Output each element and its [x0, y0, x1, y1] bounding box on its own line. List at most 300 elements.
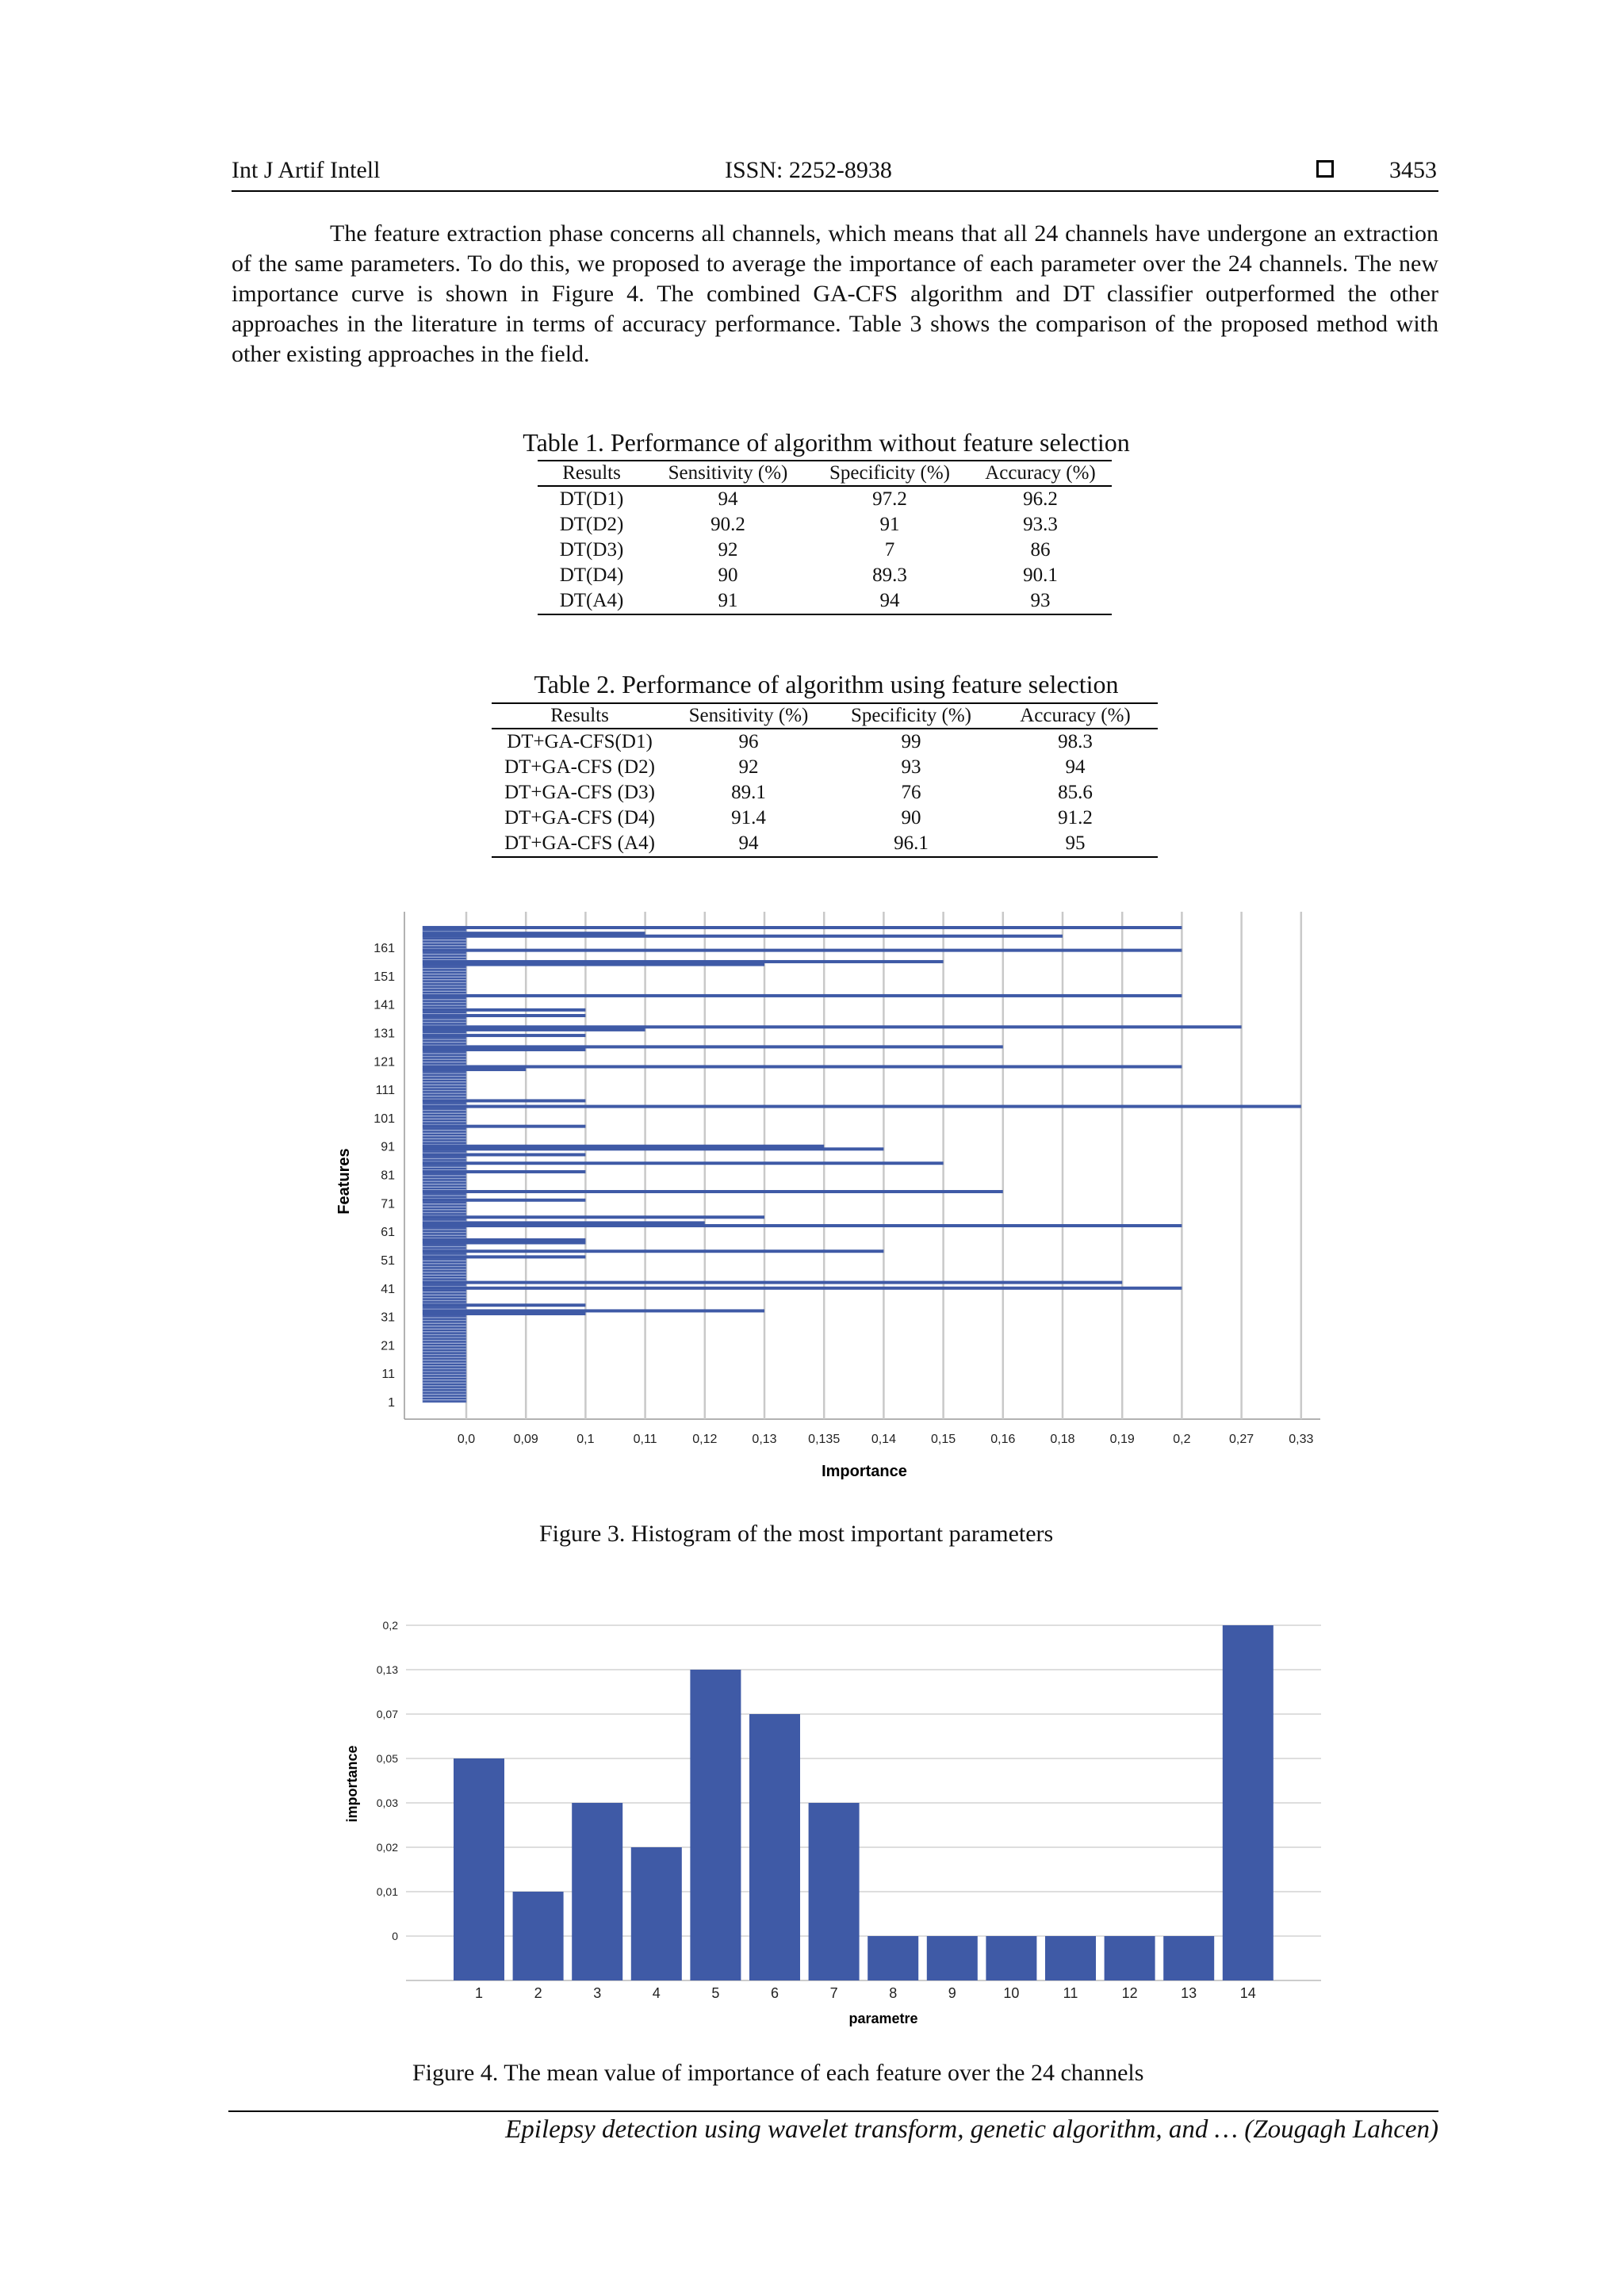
fig3-bar-base: [423, 1037, 466, 1039]
fig3-bar-base: [423, 1179, 466, 1181]
fig3-bar-base: [423, 1326, 466, 1329]
table2-header-cell: Results: [492, 703, 668, 729]
fig3-bar-base: [423, 1131, 466, 1133]
table2-cell: 98.3: [1058, 731, 1093, 752]
table1-cell: 92: [718, 539, 738, 561]
fig3-bar: [423, 1249, 883, 1253]
fig3-bar-base: [423, 1150, 466, 1153]
fig3-bar-base: [423, 1091, 466, 1093]
table2-header-cell: Accuracy (%): [993, 703, 1158, 729]
fig3-bar-base: [423, 989, 466, 991]
fig3-bar-base: [423, 938, 466, 940]
fig3-bar-base: [423, 1043, 466, 1045]
fig3-bar-base: [423, 1332, 466, 1334]
table2: [492, 702, 1158, 858]
fig3-bar: [423, 949, 1182, 952]
fig3-y-tick-label: 121: [373, 1055, 395, 1070]
fig3-bar: [423, 1025, 1242, 1028]
fig3-bar-base: [423, 1005, 466, 1008]
fig3-bar-base: [423, 1085, 466, 1088]
fig3-bar-base: [423, 974, 466, 977]
fig3-bar-base: [423, 1369, 466, 1372]
fig3-bar-base: [423, 1360, 466, 1363]
table1-cell: 93: [1030, 590, 1051, 611]
fig3-bar: [423, 1215, 764, 1219]
fig3-bar-base: [423, 1375, 466, 1377]
fig4-x-tick-label: 4: [652, 1985, 661, 2001]
fig3-bar-base: [423, 1330, 466, 1332]
table1-cell: 89.3: [872, 564, 907, 586]
fig3-bar-base: [423, 940, 466, 943]
fig3-bar: [423, 1105, 1301, 1108]
fig3-bar: [423, 1099, 585, 1102]
fig3-bar: [423, 1312, 585, 1315]
fig3-bar-base: [423, 1258, 466, 1261]
fig3-bar-base: [423, 1213, 466, 1215]
fig3-bar-base: [423, 1093, 466, 1096]
journal-name: Int J Artif Intell: [232, 157, 381, 183]
table1: [538, 460, 1112, 615]
fig3-bar: [423, 963, 764, 966]
fig3-bar-base: [423, 1290, 466, 1292]
fig3-bar: [423, 1287, 1182, 1290]
fig3-bar-base: [423, 1073, 466, 1076]
fig3-bar-base: [423, 1071, 466, 1073]
fig3-bar-base: [423, 1284, 466, 1286]
fig3-bar-base: [423, 1051, 466, 1054]
fig4-bar: [1223, 1625, 1274, 1980]
fig3-bar-base: [423, 1233, 466, 1235]
fig3-x-tick-label: 0,09: [513, 1433, 538, 1446]
fig3-bar-base: [423, 1298, 466, 1300]
running-footer: Epilepsy detection using wavelet transform, genetic algorithm, and … (Zougagh Lahcen): [505, 2115, 1438, 2144]
fig4-y-tick-label: 0: [392, 1930, 398, 1942]
fig3-bar-base: [423, 978, 466, 980]
fig3-bar: [423, 932, 645, 935]
fig3-bar-base: [423, 1301, 466, 1303]
fig4-x-tick-label: 14: [1239, 1985, 1256, 2001]
table1-row: [538, 563, 1112, 588]
fig3-bar-base: [423, 1276, 466, 1278]
fig3-bar-base: [423, 1108, 466, 1110]
fig3-bar: [423, 1161, 944, 1165]
table1-cell: DT(D3): [559, 539, 624, 561]
fig3-bar-base: [423, 955, 466, 957]
fig3-bar-base: [423, 1398, 466, 1400]
table2-row: [492, 755, 1158, 780]
fig3-y-tick-label: 81: [381, 1169, 395, 1183]
fig3-bar-base: [423, 1383, 466, 1386]
fig4-bar: [868, 1936, 918, 1980]
fig4-x-tick-label: 3: [593, 1985, 602, 2001]
fig3-bar: [423, 1281, 1122, 1284]
fig3-y-tick-label: 101: [373, 1112, 395, 1126]
figure4-bar-chart: [341, 1609, 1340, 2038]
fig3-bar-base: [423, 1315, 466, 1318]
table2-header-cell: Specificity (%): [829, 703, 993, 729]
fig3-bar: [423, 1309, 764, 1312]
table1-cell: DT(A4): [559, 590, 624, 611]
fig3-y-tick-label: 151: [373, 970, 395, 984]
fig3-bar-base: [423, 1165, 466, 1167]
fig3-bar-base: [423, 1142, 466, 1144]
fig3-bar-base: [423, 1114, 466, 1116]
table2-row: [492, 806, 1158, 831]
table1-header-cell: Results: [538, 461, 645, 486]
fig3-bar-base: [423, 997, 466, 1000]
fig3-bar-base: [423, 1116, 466, 1119]
fig3-bar-base: [423, 1400, 466, 1402]
fig3-bar: [423, 1034, 585, 1037]
fig3-x-tick-label: 0,14: [871, 1433, 896, 1446]
fig3-bar-base: [423, 1207, 466, 1210]
fig3-bar: [423, 1145, 824, 1148]
fig3-bar-base: [423, 969, 466, 971]
table1-header-cell: Specificity (%): [810, 461, 969, 486]
table2-cell: 76: [901, 782, 921, 803]
fig3-x-tick-label: 0,15: [931, 1433, 956, 1446]
fig3-bar-base: [423, 1039, 466, 1042]
fig3-x-tick-label: 0,2: [1173, 1433, 1191, 1446]
fig3-y-tick-label: 51: [381, 1253, 395, 1268]
fig3-bar-base: [423, 1096, 466, 1099]
table1-header-cell: Accuracy (%): [969, 461, 1112, 486]
fig3-bar-base: [423, 1349, 466, 1352]
fig4-y-tick-label: 0,07: [376, 1708, 398, 1720]
fig3-bar-base: [423, 1176, 466, 1178]
fig3-bar-base: [423, 1031, 466, 1034]
fig4-bar: [690, 1670, 741, 1980]
fig3-bar-base: [423, 1080, 466, 1082]
table1-cell: 91: [879, 514, 900, 535]
table1-cell: 7: [884, 539, 895, 561]
table1-row: [538, 588, 1112, 614]
table2-cell: 92: [738, 756, 759, 778]
fig3-bar: [423, 1065, 1182, 1068]
page-number: 3453: [1389, 157, 1437, 183]
fig4-y-tick-label: 0,13: [376, 1663, 398, 1676]
fig3-bar-base: [423, 1202, 466, 1204]
fig3-bar-base: [423, 966, 466, 968]
table1-row: [538, 538, 1112, 563]
fig3-bar-base: [423, 1389, 466, 1391]
fig3-y-tick-label: 111: [375, 1084, 395, 1098]
fig4-x-tick-label: 11: [1063, 1985, 1078, 2001]
fig4-bar: [749, 1714, 800, 1980]
fig3-bar: [423, 1125, 585, 1128]
table1-cell: 93.3: [1023, 514, 1058, 535]
fig3-bar-base: [423, 1082, 466, 1085]
fig3-bar-base: [423, 1181, 466, 1184]
square-bullet-icon: [1316, 160, 1334, 178]
fig4-y-tick-label: 0,02: [376, 1841, 398, 1854]
fig3-bar-base: [423, 1000, 466, 1002]
fig3-bar-base: [423, 958, 466, 960]
fig3-bar-base: [423, 951, 466, 954]
table2-cell: 94: [1065, 756, 1086, 778]
fig4-x-axis-label: parametre: [848, 2011, 918, 2026]
table1-row: [538, 486, 1112, 512]
fig4-x-tick-label: 2: [534, 1985, 542, 2001]
fig3-bar-base: [423, 985, 466, 988]
fig3-bar: [423, 1241, 585, 1244]
fig3-x-axis-label: Importance: [822, 1463, 907, 1480]
fig3-y-tick-label: 11: [381, 1368, 395, 1382]
figure3-horizontal-bar-chart: [325, 912, 1332, 1483]
fig3-y-tick-label: 131: [373, 1027, 395, 1041]
table2-cell: 91.2: [1058, 807, 1093, 828]
fig3-y-tick-label: 71: [381, 1197, 395, 1211]
table1-caption: Table 1. Performance of algorithm without feature selection: [523, 428, 1130, 457]
fig3-bar: [423, 1190, 1003, 1193]
fig3-bar-base: [423, 1269, 466, 1272]
fig3-bar-base: [423, 1156, 466, 1158]
table1-cell: 97.2: [872, 488, 907, 510]
table2-row: [492, 729, 1158, 755]
fig4-bar: [631, 1847, 682, 1980]
fig3-bar-base: [423, 1321, 466, 1323]
fig3-bar-base: [423, 1391, 466, 1394]
fig4-bar: [572, 1803, 622, 1980]
table2-caption: Table 2. Performance of algorithm using feature selection: [534, 670, 1119, 698]
fig3-plot-area: [404, 912, 1328, 1419]
table2-header-cell: Sensitivity (%): [668, 703, 829, 729]
fig3-bar-base: [423, 1184, 466, 1187]
fig3-bar-base: [423, 1077, 466, 1079]
figure4-caption: Figure 4. The mean value of importance of each feature over the 24 channels: [412, 2060, 1144, 2086]
fig3-bar-base: [423, 1337, 466, 1340]
fig4-bar: [1105, 1936, 1155, 1980]
fig3-bar-base: [423, 1364, 466, 1366]
fig3-bar-base: [423, 1122, 466, 1124]
table2-cell: 93: [901, 756, 921, 778]
fig3-bar-base: [423, 946, 466, 948]
table1-cell: 86: [1030, 539, 1051, 561]
fig4-x-tick-label: 7: [829, 1985, 838, 2001]
fig3-bar-base: [423, 929, 466, 932]
fig4-bar: [454, 1758, 504, 1980]
table1-cell: 90.2: [710, 514, 745, 535]
fig3-bar-base: [423, 1088, 466, 1090]
fig3-bar-base: [423, 1230, 466, 1232]
table2-cell: 94: [738, 832, 759, 854]
fig4-x-tick-label: 1: [474, 1985, 484, 2001]
fig3-bar-base: [423, 980, 466, 982]
fig3-bar-base: [423, 1335, 466, 1337]
fig3-y-tick-label: 41: [381, 1282, 395, 1296]
fig3-bar-base: [423, 1295, 466, 1298]
fig4-y-tick-label: 0,03: [376, 1797, 398, 1809]
fig3-bar: [423, 1170, 585, 1173]
table2-cell: DT+GA-CFS (A4): [504, 832, 655, 854]
fig3-bar-base: [423, 1366, 466, 1368]
fig3-x-tick-label: 0,18: [1050, 1433, 1075, 1446]
fig3-bar-base: [423, 1054, 466, 1056]
fig3-bar-base: [423, 1386, 466, 1388]
fig3-bar-base: [423, 1204, 466, 1207]
fig3-bar-base: [423, 1012, 466, 1014]
fig3-bar-base: [423, 1247, 466, 1249]
table2-cell: 99: [901, 731, 921, 752]
fig3-bar-base: [423, 1119, 466, 1122]
table2-cell: DT+GA-CFS (D2): [504, 756, 655, 778]
fig4-bar: [513, 1892, 564, 1980]
fig3-bar-base: [423, 1341, 466, 1343]
fig3-x-tick-label: 0,135: [808, 1433, 841, 1446]
fig3-bar-base: [423, 1272, 466, 1275]
fig3-x-tick-label: 0,11: [633, 1433, 657, 1446]
fig3-x-tick-label: 0,0: [457, 1433, 476, 1446]
table1-cell: 91: [718, 590, 738, 611]
fig4-y-tick-label: 0,05: [376, 1752, 398, 1765]
fig3-bar: [423, 1238, 585, 1242]
table1-cell: DT(D2): [559, 514, 624, 535]
table2-row: [492, 831, 1158, 857]
fig3-bar: [423, 1068, 526, 1071]
fig3-bar-base: [423, 1346, 466, 1349]
fig3-bar-base: [423, 983, 466, 985]
fig3-y-tick-label: 21: [381, 1339, 395, 1353]
fig4-x-tick-label: 6: [770, 1985, 779, 2001]
issn: ISSN: 2252-8938: [725, 157, 892, 183]
table1-cell: 94: [718, 488, 738, 510]
fig3-bar-base: [423, 1139, 466, 1142]
fig3-bar-base: [423, 1060, 466, 1062]
fig3-bar-base: [423, 1219, 466, 1221]
fig4-bar: [986, 1936, 1036, 1980]
fig3-bar-base: [423, 1127, 466, 1130]
fig3-bar: [423, 1008, 585, 1012]
fig3-bar-base: [423, 1292, 466, 1295]
table1-cell: 90: [718, 564, 738, 586]
fig4-x-tick-label: 13: [1181, 1985, 1197, 2001]
fig3-bar-base: [423, 1318, 466, 1320]
fig3-y-tick-label: 61: [381, 1226, 395, 1240]
fig3-x-tick-label: 0,19: [1109, 1433, 1135, 1446]
fig3-bar: [423, 1221, 705, 1224]
fig4-x-tick-label: 8: [889, 1985, 898, 2001]
fig3-y-tick-label: 1: [388, 1396, 395, 1410]
fig3-bar-base: [423, 1357, 466, 1360]
fig3-bar: [423, 1045, 1003, 1048]
fig3-bar-base: [423, 1261, 466, 1264]
fig3-bar: [423, 1255, 585, 1258]
fig4-y-tick-label: 0,2: [382, 1619, 398, 1632]
table2-cell: 96: [738, 731, 759, 752]
table2-cell: DT+GA-CFS (D3): [504, 782, 655, 803]
fig3-bar: [423, 935, 1063, 938]
fig3-bar-base: [423, 1372, 466, 1374]
fig3-bar-base: [423, 1267, 466, 1269]
fig3-bar-base: [423, 1236, 466, 1238]
table1-cell: DT(D4): [559, 564, 624, 586]
fig3-bar-base: [423, 1244, 466, 1246]
fig3-bar-base: [423, 1023, 466, 1025]
fig3-x-tick-label: 0,27: [1229, 1433, 1254, 1446]
fig3-bar-base: [423, 1253, 466, 1255]
fig3-bar-base: [423, 1264, 466, 1266]
fig3-bar-base: [423, 1380, 466, 1383]
fig3-bar: [423, 1147, 883, 1150]
fig3-bar-base: [423, 1003, 466, 1005]
table2-cell: 90: [901, 807, 921, 828]
fig4-bar: [1045, 1936, 1096, 1980]
fig3-bar-base: [423, 1188, 466, 1190]
fig3-bar: [423, 1028, 645, 1031]
table2-cell: DT+GA-CFS (D4): [504, 807, 655, 828]
fig4-y-tick-label: 0,01: [376, 1885, 398, 1898]
fig3-bar: [423, 960, 944, 963]
fig3-bar-base: [423, 1210, 466, 1212]
fig3-bar-base: [423, 1111, 466, 1113]
fig3-bar-base: [423, 1159, 466, 1161]
fig3-bar-base: [423, 1057, 466, 1059]
table1-header-cell: Sensitivity (%): [645, 461, 810, 486]
fig3-bar-base: [423, 1062, 466, 1065]
table1-cell: 90.1: [1023, 564, 1058, 586]
table2-cell: 95: [1065, 832, 1086, 854]
table2-cell: 91.4: [731, 807, 766, 828]
fig3-bar-base: [423, 1102, 466, 1104]
fig3-bar: [423, 1199, 585, 1202]
fig3-bar: [423, 926, 1182, 929]
fig3-bar-base: [423, 1136, 466, 1138]
fig3-x-tick-label: 0,1: [576, 1433, 595, 1446]
footer-rule: [228, 2110, 1438, 2112]
fig3-y-tick-label: 91: [381, 1140, 395, 1154]
fig3-x-tick-label: 0,13: [752, 1433, 777, 1446]
fig3-bar-base: [423, 1017, 466, 1020]
fig4-bar: [809, 1803, 860, 1980]
body-paragraph: The feature extraction phase concerns all channels, which means that all 24 channels have undergone an extraction of the same parameters. To do this, we proposed to average the importance of each parameter over the 24 channels. The new importance curve is shown in Figure 4. The combined GA-CFS algorithm and DT classifier outperformed the other approaches in the literature in terms of accuracy performance. Table 3 shows the comparison of the proposed method with other existing approaches in the field.: [232, 220, 1438, 367]
fig4-bar: [1163, 1936, 1214, 1980]
fig3-y-tick-label: 161: [373, 942, 395, 956]
fig3-bar-base: [423, 1173, 466, 1176]
fig4-x-tick-label: 12: [1121, 1985, 1138, 2001]
figure3-caption: Figure 3. Histogram of the most important parameters: [539, 1521, 1054, 1547]
fig4-y-axis-label: importance: [344, 1745, 360, 1823]
fig3-bar: [423, 1224, 1182, 1227]
table2-cell: 96.1: [894, 832, 929, 854]
fig3-bar-base: [423, 1196, 466, 1198]
fig3-bar-base: [423, 1307, 466, 1309]
fig3-y-axis-label: Features: [335, 1148, 353, 1215]
table2-cell: 85.6: [1058, 782, 1093, 803]
table1-cell: DT(D1): [559, 488, 624, 510]
fig3-bar-base: [423, 1344, 466, 1346]
fig4-x-tick-label: 10: [1003, 1985, 1020, 2001]
fig3-bar-base: [423, 1352, 466, 1354]
fig3-bar-base: [423, 1355, 466, 1357]
fig4-x-tick-label: 9: [948, 1985, 956, 2001]
fig3-bar-base: [423, 1134, 466, 1136]
table1-cell: 94: [879, 590, 900, 611]
fig3-bar: [423, 1153, 585, 1156]
fig3-bar-base: [423, 1193, 466, 1196]
fig3-bar-base: [423, 992, 466, 994]
fig3-y-tick-label: 141: [373, 998, 395, 1012]
fig3-bar-base: [423, 1020, 466, 1022]
fig3-bar-base: [423, 1378, 466, 1380]
fig3-x-tick-label: 0,33: [1289, 1433, 1314, 1446]
fig3-bar-base: [423, 1278, 466, 1280]
running-header: [232, 155, 1438, 192]
table2-cell: 89.1: [731, 782, 766, 803]
fig3-bar-base: [423, 1168, 466, 1170]
table2-row: [492, 780, 1158, 806]
fig3-x-tick-label: 0,12: [692, 1433, 718, 1446]
fig3-bar: [423, 994, 1182, 997]
